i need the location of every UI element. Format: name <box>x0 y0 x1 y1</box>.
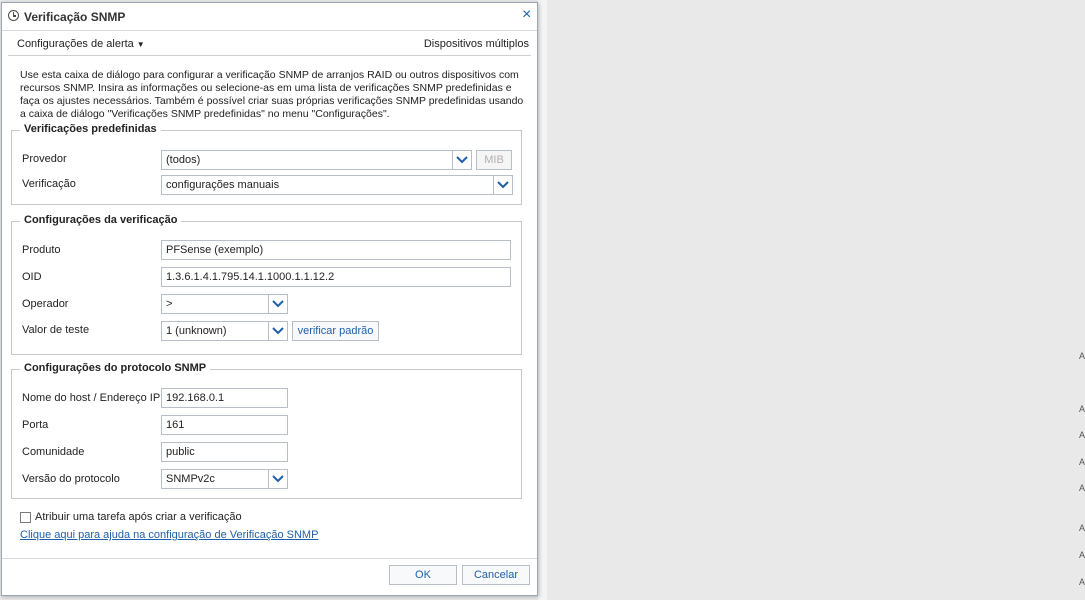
assign-task-checkbox[interactable] <box>20 512 31 523</box>
help-link[interactable]: Clique aqui para ajuda na configuração de Verificação SNMP <box>20 529 319 541</box>
background-text: A <box>1079 483 1085 493</box>
background-text: A <box>1079 404 1085 414</box>
background-text: A <box>1079 457 1085 467</box>
check-settings-group <box>11 214 522 355</box>
operator-select[interactable] <box>161 294 288 314</box>
verify-default-button[interactable]: verificar padrão <box>292 321 379 341</box>
check-value: configurações manuais <box>166 179 280 191</box>
background-window-edge <box>538 0 1085 600</box>
snmp-protocol-legend: Configurações do protocolo SNMP <box>20 362 210 374</box>
background-text: A <box>1079 550 1085 560</box>
host-label: Nome do host / Endereço IP <box>22 392 161 404</box>
background-text: A <box>1079 430 1085 440</box>
chevron-down-icon <box>268 322 287 340</box>
close-icon[interactable]: × <box>522 6 532 23</box>
oid-input[interactable]: 1.3.6.1.4.1.795.14.1.1000.1.1.12.2 <box>161 267 511 287</box>
chevron-down-icon <box>268 295 287 313</box>
test-value-select[interactable] <box>161 321 288 341</box>
alert-settings-menu-label: Configurações de alerta <box>17 38 134 50</box>
predefined-checks-group <box>11 123 522 205</box>
provider-label: Provedor <box>22 153 67 165</box>
chevron-down-icon <box>493 176 512 194</box>
clock-icon <box>8 10 19 21</box>
check-label: Verificação <box>22 178 76 190</box>
alert-settings-menu[interactable] <box>17 38 145 50</box>
operator-label: Operador <box>22 298 69 310</box>
dialog-menubar <box>8 33 531 56</box>
background-text: A <box>1079 351 1085 361</box>
cancel-button[interactable]: Cancelar <box>462 565 530 585</box>
port-label: Porta <box>22 419 49 431</box>
product-label: Produto <box>22 244 61 256</box>
dialog-titlebar <box>2 3 537 31</box>
protocol-version-value: SNMPv2c <box>166 473 215 485</box>
dialog-title: Verificação SNMP <box>24 10 126 24</box>
multiple-devices-link[interactable]: Dispositivos múltiplos <box>423 38 529 50</box>
host-input[interactable]: 192.168.0.1 <box>161 388 288 408</box>
provider-select[interactable] <box>161 150 472 170</box>
protocol-version-label: Versão do protocolo <box>22 473 120 485</box>
chevron-down-icon <box>268 470 287 488</box>
background-text: A <box>1079 523 1085 533</box>
snmp-protocol-group <box>11 362 522 499</box>
product-input[interactable]: PFSense (exemplo) <box>161 240 511 260</box>
oid-label: OID <box>22 271 42 283</box>
assign-task-label: Atribuir uma tarefa após criar a verificação <box>35 511 242 523</box>
port-input[interactable]: 161 <box>161 415 288 435</box>
provider-value: (todos) <box>166 154 201 166</box>
test-value-label: Valor de teste <box>22 324 90 336</box>
protocol-version-select[interactable] <box>161 469 288 489</box>
predefined-checks-legend: Verificações predefinidas <box>20 123 161 135</box>
chevron-down-icon: ▼ <box>136 40 145 49</box>
chevron-down-icon <box>452 151 471 169</box>
check-select[interactable] <box>161 175 513 195</box>
community-input[interactable]: public <box>161 442 288 462</box>
footer-divider <box>2 558 537 559</box>
mib-button[interactable]: MIB <box>476 150 512 170</box>
snmp-check-dialog <box>1 2 538 596</box>
background-text: A <box>1079 577 1085 587</box>
intro-text: Use esta caixa de diálogo para configurar a verificação SNMP de arranjos RAID ou outros dispositivos com recursos SNMP. Insira as informações ou selecione-as em uma lista de verificações SNMP predefinidas e faça os ajustes necessários. Também é possível criar suas próprias verificações SNMP predefinidas usando a caixa de diálogo "Verificações SNMP predefinidas" no menu "Configurações". <box>20 69 524 120</box>
ok-button[interactable]: OK <box>389 565 457 585</box>
community-label: Comunidade <box>22 446 85 458</box>
operator-value: > <box>166 298 173 310</box>
check-settings-legend: Configurações da verificação <box>20 214 181 226</box>
test-value: 1 (unknown) <box>166 325 227 337</box>
